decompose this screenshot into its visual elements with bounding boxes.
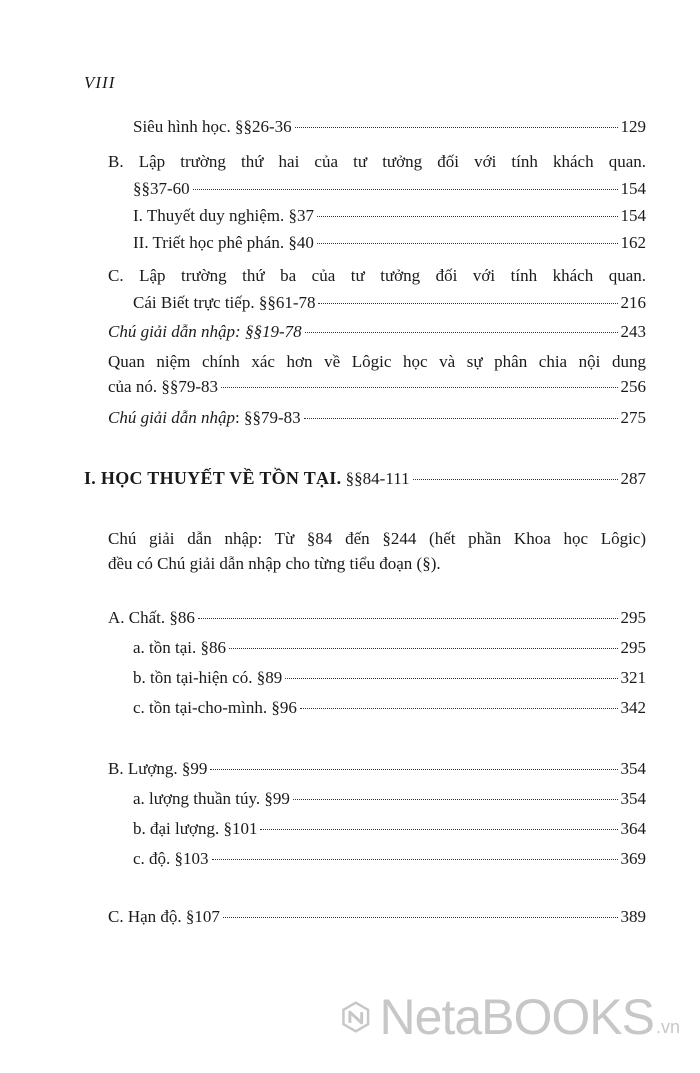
dot-leader (413, 478, 618, 480)
toc-title: I. Thuyết duy nghiệm. §37 (133, 206, 314, 225)
dot-leader (317, 215, 618, 217)
toc-title-italic: Chú giải dẫn nhập (108, 408, 236, 427)
toc-page: 243 (620, 322, 646, 341)
brand-hexagon-icon (340, 985, 372, 1049)
dot-leader (293, 798, 618, 800)
toc-entry (108, 904, 646, 930)
toc-title: Cái Biết trực tiếp. §§61-78 (133, 293, 316, 312)
toc-line: Quan niệm chính xác hơn về Lôgic học và sự phân chia nội dung (108, 352, 646, 371)
toc-page: 364 (620, 819, 646, 838)
toc-page: 389 (620, 907, 646, 926)
toc-page: 354 (620, 789, 646, 808)
note-rest: : Từ §84 đến §244 (hết phần Khoa học Lôgic) (257, 529, 647, 548)
toc-title (108, 405, 301, 431)
dot-leader (318, 302, 617, 304)
toc-title: A. Chất. §86 (108, 608, 195, 627)
toc-entry (133, 786, 646, 812)
toc-entry (133, 114, 646, 140)
dot-leader (221, 386, 617, 388)
toc-entry (133, 846, 646, 872)
toc-line: B. Lập trường thứ hai của tư tưởng đối với tính khách quan. (108, 152, 646, 171)
note-line (108, 526, 646, 552)
toc-page: 162 (620, 233, 646, 252)
toc-entry (133, 695, 646, 721)
toc-entry (108, 405, 646, 431)
toc-title: II. Triết học phê phán. §40 (133, 233, 314, 252)
toc-page: 129 (620, 117, 646, 136)
dot-leader (295, 126, 618, 128)
toc-page: 154 (620, 206, 646, 225)
dot-leader (300, 707, 618, 709)
watermark-logo (340, 982, 680, 1052)
toc-page: 275 (620, 408, 646, 427)
dot-leader (285, 677, 617, 679)
toc-title: b. đại lượng. §101 (133, 819, 258, 838)
toc-title: C. Hạn độ. §107 (108, 907, 220, 926)
toc-title: b. tồn tại-hiện có. §89 (133, 668, 283, 687)
toc-line: C. Lập trường thứ ba của tư tưởng đối với tính khách quan. (108, 266, 646, 285)
toc-entry (133, 290, 646, 316)
toc-entry (133, 203, 646, 229)
toc-title: §§37-60 (133, 179, 190, 198)
toc-entry (133, 665, 646, 691)
dot-leader (223, 916, 618, 918)
toc-entry (133, 635, 646, 661)
toc-title: của nó. §§79-83 (108, 377, 219, 396)
toc-entry (133, 816, 646, 842)
toc-entry (133, 230, 646, 256)
watermark-suffix: .vn (655, 1017, 680, 1037)
toc-page: 154 (620, 179, 646, 198)
dot-leader (198, 617, 618, 619)
toc-entry (133, 176, 646, 202)
dot-leader (212, 858, 618, 860)
toc-title: Siêu hình học. §§26-36 (133, 117, 292, 136)
toc-title-rest: : §§19-78 (235, 322, 302, 341)
dot-leader (317, 242, 618, 244)
page-number: VIII (84, 73, 116, 92)
toc-title: c. tồn tại-cho-mình. §96 (133, 698, 297, 717)
dot-leader (260, 828, 617, 830)
dot-leader (229, 647, 617, 649)
toc-page: 354 (620, 759, 646, 778)
note-italic: Chú giải dẫn nhập (108, 529, 258, 548)
toc-entry (108, 605, 646, 631)
toc-title-rest: : §§79-83 (235, 408, 301, 427)
toc-entry (108, 319, 646, 345)
toc-page: 216 (620, 293, 646, 312)
toc-entry (108, 374, 646, 400)
toc-title (84, 465, 410, 492)
toc-section-heading (84, 465, 646, 491)
toc-title-rest: §§84-111 (341, 469, 410, 488)
toc-page: 342 (620, 698, 646, 717)
toc-title: c. độ. §103 (133, 849, 209, 868)
toc-title: B. Lượng. §99 (108, 759, 208, 778)
toc-page: 369 (620, 849, 646, 868)
toc-page: 321 (620, 668, 646, 687)
watermark-brand: NetaBOOKS (379, 989, 654, 1045)
toc-title: a. tồn tại. §86 (133, 638, 227, 657)
toc-title (108, 319, 302, 345)
dot-leader (210, 768, 617, 770)
toc-page: 295 (620, 638, 646, 657)
dot-leader (305, 331, 618, 333)
toc-page: 287 (620, 469, 646, 488)
toc-title: a. lượng thuần túy. §99 (133, 789, 290, 808)
toc-entry (108, 756, 646, 782)
toc-page: 256 (620, 377, 646, 396)
dot-leader (304, 417, 618, 419)
toc-page: 295 (620, 608, 646, 627)
dot-leader (193, 188, 618, 190)
section-title: I. HỌC THUYẾT VỀ TỒN TẠI. (84, 468, 342, 488)
note-line: đều có Chú giải dẫn nhập cho từng tiểu đoạn (§). (108, 554, 441, 573)
toc-title-italic: Chú giải dẫn nhập (108, 322, 236, 341)
